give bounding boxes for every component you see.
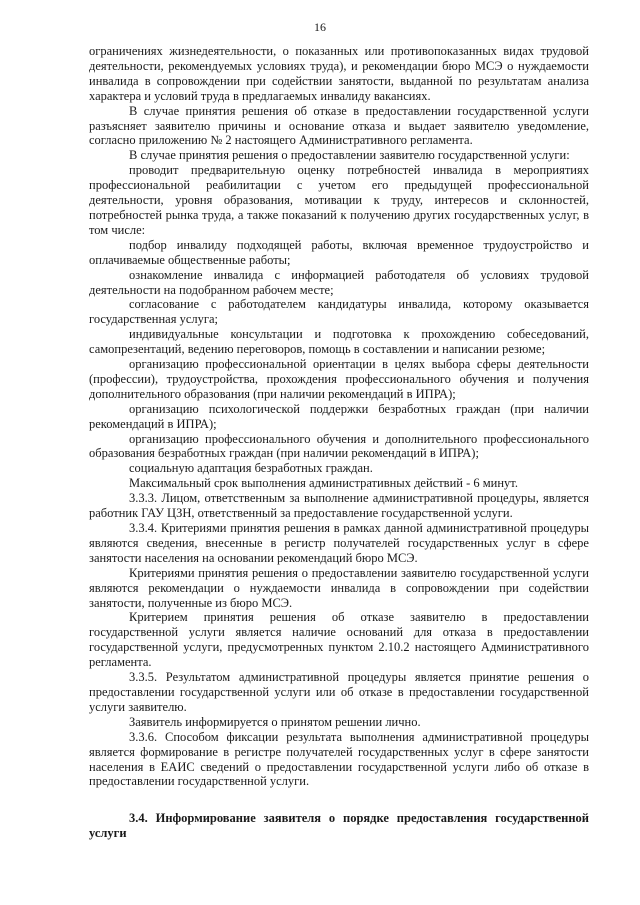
list-item-job-selection: подбор инвалиду подходящей работы, включая временное трудоустройство и оплачиваемые общественные работы; — [89, 237, 589, 267]
paragraph-continuation: ограничениях жизнедеятельности, о показанных или противопоказанных видах трудовой деятельности, рекомендуемых условиях труда), и рекомендации бюро МСЭ о нуждаемости инвалида в сопровождении при содействии занятости, выданной по результатам анализа характера и условий труда в предлагаемых инвалиду вакансиях. — [89, 44, 589, 103]
paragraph-refusal: В случае принятия решения об отказе в предоставлении государственной услуги разъясняет заявителю причины и основание отказа и выдает заявителю уведомление, согласно приложению № 2 настоящего Административного регламента. — [89, 103, 589, 148]
list-item-professional-training: организацию профессионального обучения и дополнительного профессионального образования безработных граждан (при наличии рекомендаций в ИПРА); — [89, 431, 589, 461]
paragraph-approval-criteria: Критериями принятия решения о предоставлении заявителю государственной услуги являются рекомендации о нуждаемости инвалида в сопровождении при содействии занятости, полученные из бюро МСЭ. — [89, 565, 589, 610]
paragraph-max-duration: Максимальный срок выполнения административных действий - 6 минут. — [129, 476, 518, 491]
paragraph-3-3-6: 3.3.6. Способом фиксации результата выполнения административной процедуры является формирование в регистре получателей государственных услуг в сфере занятости населения в ЕАИС сведений о предоставлении государственной услуги либо об отказе в предоставлении государственной услуги. — [89, 729, 589, 789]
section-spacer — [89, 789, 589, 811]
paragraph-approval-intro: В случае принятия решения о предоставлении заявителю государственной услуги: — [129, 148, 570, 163]
paragraph-3-3-4: 3.3.4. Критериями принятия решения в рамках данной административной процедуры являются сведения, внесенные в регистр получателей государственных услуг в сфере занятости населения на основании рекомендаций бюро МСЭ. — [89, 521, 589, 565]
paragraph-3-3-3: 3.3.3. Лицом, ответственным за выполнение административной процедуры, является работник ГАУ ЦЗН, ответственный за предоставление государственной услуги. — [89, 491, 589, 521]
list-item-employer-info: ознакомление инвалида с информацией работодателя об условиях трудовой деятельности на подобранном рабочем месте; — [89, 267, 589, 297]
paragraph-assessment: проводит предварительную оценку потребностей инвалида в мероприятиях профессиональной реабилитации с учетом его предыдущей профессиональной деятельности, уровня образования, мотивации к труду, интересов и склонностей, потребностей рынка труда, а также показаний к получению других государственных услуг, в том числе: — [89, 163, 589, 237]
list-item-consultations: индивидуальные консультации и подготовка к прохождению собеседований, самопрезентаций, ведению переговоров, помощь в составлении и написании резюме; — [89, 327, 589, 357]
list-item-candidate-approval: согласование с работодателем кандидатуры инвалида, которому оказывается государственная услуга; — [89, 297, 589, 327]
list-item-career-guidance: организацию профессиональной ориентации в целях выбора сферы деятельности (профессии), трудоустройства, прохождения профессионального обучения и получения дополнительного образования (при наличии рекомендаций в ИПРА); — [89, 357, 589, 401]
paragraph-applicant-informed: Заявитель информируется о принятом решении лично. — [129, 714, 421, 729]
section-heading-3-4: 3.4. Информирование заявителя о порядке предоставления государственной услуги — [89, 811, 589, 841]
list-item-social-adaptation: социальную адаптация безработных граждан. — [129, 461, 373, 476]
list-item-psychological-support: организацию психологической поддержки безработных граждан (при наличии рекомендаций в ИПРА); — [89, 401, 589, 431]
document-body — [89, 44, 589, 841]
page-number: 16 — [314, 20, 326, 34]
paragraph-3-3-5: 3.3.5. Результатом административной процедуры является принятие решения о предоставлении государственной услуги или об отказе в предоставлении государственной услуги заявителю. — [89, 670, 589, 714]
paragraph-refusal-criterion: Критерием принятия решения об отказе заявителю в предоставлении государственной услуги является наличие оснований для отказа в предоставлении государственной услуги, предусмотренных пунктом 2.10.2 настоящего Административного регламента. — [89, 610, 589, 670]
